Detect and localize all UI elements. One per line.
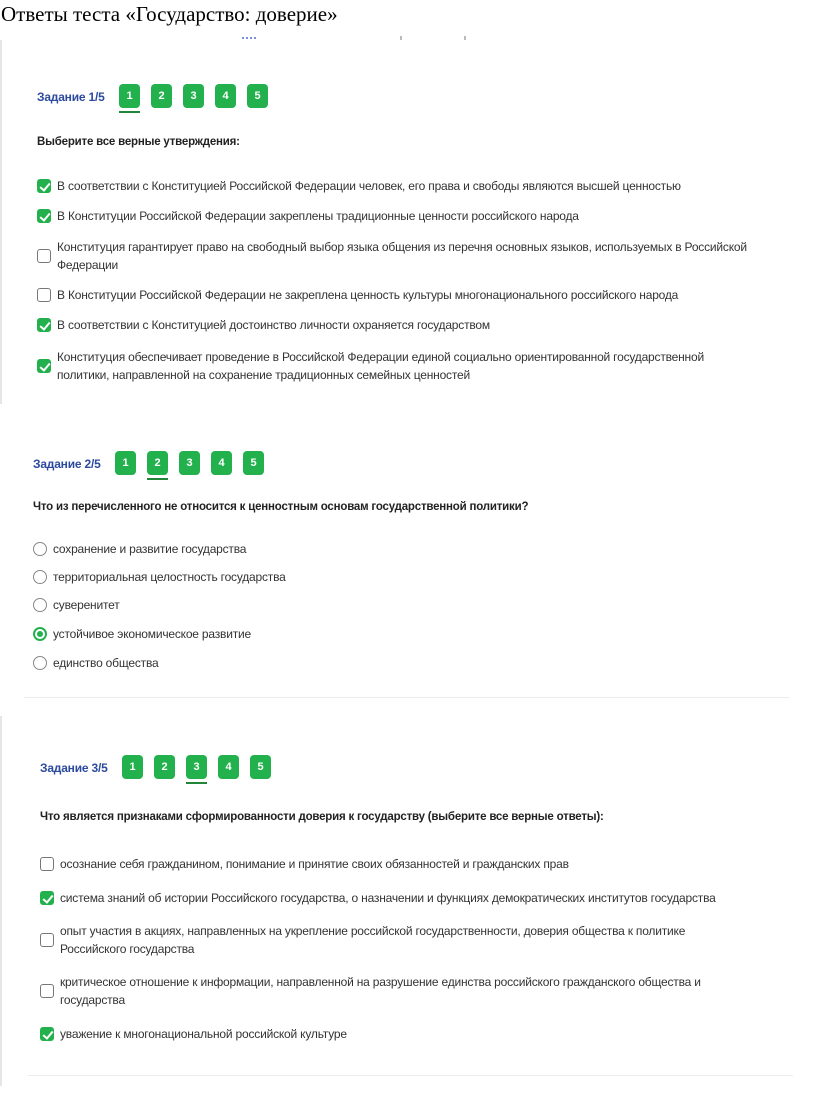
answer-option-text: сохранение и развитие государства xyxy=(53,542,247,556)
answer-option[interactable] xyxy=(40,973,760,1009)
page-3-button[interactable]: 3 xyxy=(179,451,200,475)
radio-unselected-icon[interactable] xyxy=(33,656,47,670)
page-4-button[interactable]: 4 xyxy=(211,451,232,475)
page-1-button[interactable]: 1 xyxy=(115,451,136,475)
checked-checkbox-icon[interactable] xyxy=(37,209,51,223)
radio-selected-icon[interactable] xyxy=(33,627,47,641)
answer-option-text: В Конституции Российской Федерации не закреплена ценность культуры многонационального российского народа xyxy=(57,288,679,302)
task-1 xyxy=(37,84,797,394)
answer-option-text: суверенитет xyxy=(53,598,120,612)
section-divider xyxy=(28,1075,793,1076)
answer-option[interactable] xyxy=(37,348,757,384)
answer-option-text: уважение к многонациональной российской культуре xyxy=(60,1027,347,1041)
task-2 xyxy=(33,451,793,681)
page-3-button[interactable]: 3 xyxy=(186,755,207,779)
page-2-button[interactable]: 2 xyxy=(151,84,172,108)
answer-option[interactable] xyxy=(40,922,760,958)
checked-checkbox-icon[interactable] xyxy=(40,1027,54,1041)
task-label: Задание 2/5 xyxy=(33,457,101,471)
answer-option-text: В Конституции Российской Федерации закреплены традиционные ценности российского народа xyxy=(57,209,579,223)
answer-option[interactable] xyxy=(33,540,246,558)
unchecked-checkbox-icon[interactable] xyxy=(40,984,54,998)
task-label: Задание 1/5 xyxy=(37,90,105,104)
question-text: Выберите все верные утверждения: xyxy=(37,136,240,148)
page-5-button[interactable]: 5 xyxy=(243,451,264,475)
screenshot-edge xyxy=(0,716,2,1086)
answer-option-text: единство общества xyxy=(53,656,159,670)
answer-option-text: В соответствии с Конституцией Российской Федерации человек, его права и свободы являются высшей ценностью xyxy=(57,179,681,193)
answer-option-text: В соответствии с Конституцией достоинство личности охраняется государством xyxy=(57,318,490,332)
answer-option-text: устойчивое экономическое развитие xyxy=(53,627,251,641)
answer-option[interactable] xyxy=(33,568,286,586)
unchecked-checkbox-icon[interactable] xyxy=(40,933,54,947)
document-title: Ответы теста «Государство: доверие» xyxy=(1,2,338,26)
page-2-button[interactable]: 2 xyxy=(154,755,175,779)
radio-unselected-icon[interactable] xyxy=(33,542,47,556)
page-1-button[interactable]: 1 xyxy=(119,84,140,108)
answer-option-text: опыт участия в акциях, направленных на укрепление российской государственности, доверия общества к политике Российского государства xyxy=(60,924,686,956)
page-5-button[interactable]: 5 xyxy=(247,84,268,108)
answer-option-text: Конституция обеспечивает проведение в Российской Федерации единой социально ориентированной государственной политики, направленной на сохранение традиционных семейных ценностей xyxy=(57,350,704,382)
answer-option[interactable] xyxy=(37,316,757,334)
checked-checkbox-icon[interactable] xyxy=(40,891,54,905)
answer-option[interactable] xyxy=(33,654,158,672)
page-4-button[interactable]: 4 xyxy=(218,755,239,779)
page-4-button[interactable]: 4 xyxy=(215,84,236,108)
question-text: Что из перечисленного не относится к ценностным основам государственной политики? xyxy=(33,501,529,513)
page-2-button[interactable]: 2 xyxy=(147,451,168,475)
radio-unselected-icon[interactable] xyxy=(33,570,47,584)
unchecked-checkbox-icon[interactable] xyxy=(40,857,54,871)
radio-unselected-icon[interactable] xyxy=(33,598,47,612)
unchecked-checkbox-icon[interactable] xyxy=(37,288,51,302)
screenshot-edge xyxy=(0,40,2,404)
page-1-button[interactable]: 1 xyxy=(122,755,143,779)
answer-option[interactable] xyxy=(33,596,120,614)
answer-option[interactable] xyxy=(37,286,757,304)
page-5-button[interactable]: 5 xyxy=(250,755,271,779)
answer-option[interactable] xyxy=(37,207,757,225)
checked-checkbox-icon[interactable] xyxy=(37,318,51,332)
cropped-screenshot-edge xyxy=(238,33,498,45)
answer-option[interactable] xyxy=(37,238,757,274)
unchecked-checkbox-icon[interactable] xyxy=(37,249,51,263)
section-divider xyxy=(24,697,789,698)
page-3-button[interactable]: 3 xyxy=(183,84,204,108)
answer-option-text: территориальная целостность государства xyxy=(53,570,286,584)
answer-option[interactable] xyxy=(37,177,757,195)
answer-option-text: осознание себя гражданином, понимание и принятие своих обязанностей и гражданских прав xyxy=(60,857,569,871)
checked-checkbox-icon[interactable] xyxy=(37,179,51,193)
answer-option[interactable] xyxy=(33,625,251,643)
answer-option[interactable] xyxy=(40,889,760,907)
answer-option-text: система знаний об истории Российского государства, о назначении и функциях демократических институтов государства xyxy=(60,891,716,905)
answer-option[interactable] xyxy=(40,1025,760,1043)
checked-checkbox-icon[interactable] xyxy=(37,359,51,373)
answer-option-text: Конституция гарантирует право на свободный выбор языка общения из перечня основных языков, используемых в Российской Федерации xyxy=(57,240,747,272)
answer-option-text: критическое отношение к информации, направленной на разрушение единства российского гражданского общества и государства xyxy=(60,975,701,1007)
question-text: Что является признаками сформированности доверия к государству (выберите все верные ответы): xyxy=(40,811,604,823)
task-3 xyxy=(40,755,800,1055)
answer-option[interactable] xyxy=(40,855,760,873)
task-label: Задание 3/5 xyxy=(40,761,108,775)
